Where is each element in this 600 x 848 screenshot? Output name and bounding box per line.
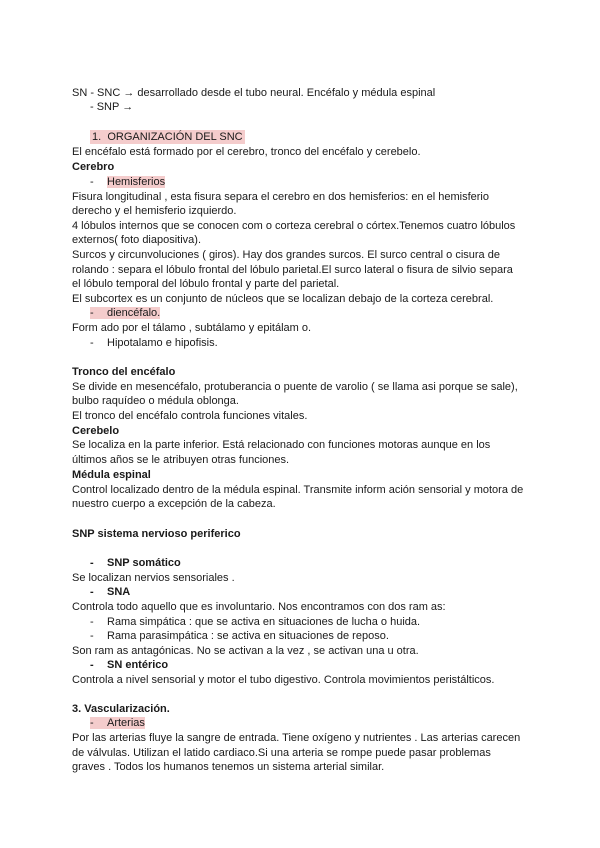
bullet-dash: - [90,717,94,729]
bullet-dash: - [90,557,94,569]
bullet-item [90,556,181,570]
bullet-item [90,658,168,672]
bullet-item [90,336,218,350]
bullet-item [90,175,165,189]
highlighted-term: Arterias [107,717,145,729]
bullet-dash: - [90,337,94,349]
bullet-item [90,306,160,320]
paragraph: de válvulas. Utilizan el latido cardiaco.Si una arteria se rompe puede pasar problemas [72,747,491,759]
subheading-medula: Médula espinal [72,469,151,481]
bullet-item [90,716,145,730]
bullet-heading: SNA [107,586,131,598]
bullet-dash: - [90,176,94,188]
paragraph: El tronco del encéfalo controla funciones vitales. [72,410,308,422]
paragraph: bulbo raquídeo o médula oblonga. [72,395,239,407]
paragraph: El subcortex es un conjunto de núcleos que se localizan debajo de la corteza cerebral. [72,293,494,305]
bullet-item [90,629,389,643]
subheading-cerebelo: Cerebelo [72,425,120,437]
subheading-snp: SNP sistema nervioso periferico [72,528,241,540]
snp-line: - SNP → [90,101,134,113]
section-number: 1. [92,131,102,143]
bullet-text: Hipotalamo e hipofisis. [107,337,218,349]
paragraph: El encéfalo está formado por el cerebro, tronco del encéfalo y cerebelo. [72,146,421,158]
paragraph: Surcos y circunvoluciones ( giros). Hay dos grandes surcos. El surco central o cisura de [72,249,500,261]
bullet-dash: - [90,630,94,642]
bullet-dash: - [90,659,94,671]
paragraph: Por las arterias fluye la sangre de entrada. Tiene oxígeno y nutrientes . Las arterias carecen [72,732,521,744]
bullet-dash: - [90,307,94,319]
paragraph: 4 lóbulos internos que se conocen com o corteza cerebral o córtex.Tenemos cuatro lóbulos [72,220,516,232]
bullet-dash: - [90,616,94,628]
paragraph: Se localizan nervios sensoriales . [72,572,235,584]
paragraph: derecho y el hemisferio izquierdo. [72,205,237,217]
intro-line: SN - SNC → desarrollado desde el tubo neural. Encéfalo y médula espinal [72,87,436,99]
section-title: ORGANIZACIÓN DEL SNC [107,131,243,143]
bullet-dash: - [90,586,94,598]
section-heading-1 [90,130,245,144]
paragraph: el lóbulo temporal del lóbulo frontal y parte del parietal. [72,278,340,290]
bullet-text: Rama simpática : que se activa en situaciones de lucha o huida. [107,616,421,628]
bullet-text: Rama parasimpática : se activa en situaciones de reposo. [107,630,389,642]
paragraph: Control localizado dentro de la médula espinal. Transmite inform ación sensorial y motora de [72,484,524,496]
paragraph: Form ado por el tálamo , subtálamo y epitálam o. [72,322,312,334]
bullet-heading: SN entérico [107,659,169,671]
paragraph: Controla todo aquello que es involuntario. Nos encontramos con dos ram as: [72,601,446,613]
paragraph: Se localiza en la parte inferior. Está relacionado con funciones motoras aunque en los [72,439,491,451]
subheading-vascularizacion: 3. Vascularización. [72,703,170,715]
subheading-cerebro: Cerebro [72,161,115,173]
paragraph: externos( foto diapositiva). [72,234,202,246]
highlighted-term: Hemisferios [107,176,166,188]
paragraph: Son ram as antagónicas. No se activan a la vez , se activan una u otra. [72,645,419,657]
highlighted-bullet [90,307,160,319]
paragraph: últimos años se le atribuyen otras funciones. [72,454,290,466]
paragraph: Se divide en mesencéfalo, protuberancia o puente de varolio ( se llama asi porque se sale), [72,381,518,393]
bullet-item [90,585,130,599]
highlighted-bullet [90,717,145,729]
paragraph: graves . Todos los humanos tenemos un sistema arterial similar. [72,761,385,773]
bullet-heading: SNP somático [107,557,181,569]
bullet-item [90,615,420,629]
paragraph: Fisura longitudinal , esta fisura separa el cerebro en dos hemisferios: en el hemisferio [72,191,489,203]
paragraph: Controla a nivel sensorial y motor el tubo digestivo. Controla movimientos peristálticos. [72,674,495,686]
paragraph: nuestro cuerpo a excepción de la cabeza. [72,498,276,510]
subheading-tronco: Tronco del encéfalo [72,366,176,378]
paragraph: rolando : separa el lóbulo frontal del lóbulo parietal.El surco lateral o fisura de silvio separa [72,264,513,276]
highlighted-term: diencéfalo. [107,307,161,319]
